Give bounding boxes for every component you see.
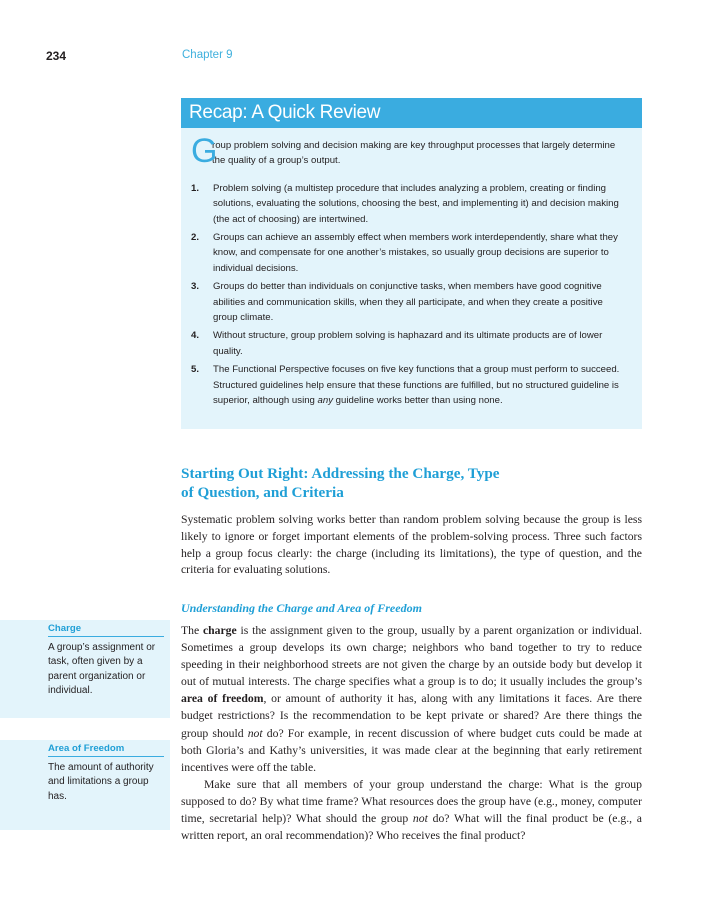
recap-item-number: 2. [191,232,200,244]
recap-item-text-part: guideline works better than using none. [333,395,503,407]
text-run: is the assignment given to the group, usually by a parent organization or individual. Sometimes a group develops its own charge; neighbors who band together to try to reduce speeding in their neighborhood streets are not given the charge by an outside body but develop it out of mutual interests. The charge specifies what a group is to do; it usually includes the group’s [181,624,643,689]
glossary-term: Charge [48,623,164,637]
recap-item [191,362,630,408]
recap-item [191,230,630,276]
recap-list [191,181,630,409]
drop-cap: G [191,132,218,170]
recap-intro-text: roup problem solving and decision making are key throughput processes that largely determine the quality of a group’s output. [212,140,616,167]
paragraph [181,622,642,776]
glossary-term: Area of Freedom [48,743,164,757]
recap-item-number: 4. [191,330,200,342]
glossary-definition: The amount of authority and limitations a group has. [48,762,154,802]
recap-item-emphasis: any [317,395,334,407]
recap-item-text-part: The Functional Perspective focuses on five key functions that a group must perform to succeed. Structured guidelines help ensure that these functions are fulfilled, but no structured guideline is superior, although using [213,364,620,407]
recap-item [191,181,630,227]
chapter-label: Chapter 9 [182,49,233,61]
subsection-heading: Understanding the Charge and Area of Freedom [181,601,422,615]
recap-item-number: 3. [191,281,200,293]
recap-item-number: 5. [191,364,200,376]
text-run: do? For example, in recent discussion of where budget cuts could be made at both Gloria’s and Kathy’s universities, it was made clear at the beginning that early retirement incentives were off the table. [181,726,642,774]
paragraph [181,776,642,844]
glossary-box-charge [0,620,170,718]
section-body: Systematic problem solving works better than random problem solving because the group is less likely to ignore or forget important elements of the problem-solving process. Three such factors help a group focus clearly: the charge (including its limitations), the type of question, and the criteria for evaluating solutions. [181,513,642,577]
text-run: The [181,624,203,637]
key-term-charge: charge [202,624,237,637]
text-run: , or amount of authority it has, along with any limitations it faces. Are there budget restrictions? Is the recommendation to be kept private or shared? Are there things the group should [181,692,642,740]
recap-item [191,328,630,359]
emphasis: not [412,812,428,826]
text-run: Make sure that all members of your group understand the charge: What is the group supposed to do? By what time frame? What resources does the group have (e.g., money, computer time, secretarial help)? What should the group [181,777,642,826]
recap-box [181,98,642,429]
recap-intro [191,132,626,170]
recap-item [191,279,630,325]
section-heading: Starting Out Right: Addressing the Charge, Type of Question, and Criteria [181,465,500,501]
recap-item-text [213,362,630,408]
recap-item-text: Groups do better than individuals on conjunctive tasks, when members have good cognitive abilities and communication skills, when they all participate, and when they create a positive group climate. [213,281,603,324]
recap-item-text: Without structure, group problem solving is haphazard and its ultimate products are of lower quality. [213,330,603,357]
main-text [181,622,642,844]
text-run: do? What will the final product be (e.g., a written report, an oral recommendation)? Who receives the final product? [181,812,642,843]
recap-item-text: Groups can achieve an assembly effect when members work interdependently, share what they know, and compensate for one another’s mistakes, so usually group decisions are superior to individual decisions. [213,232,618,274]
recap-title: Recap: A Quick Review [181,98,642,128]
page-number: 234 [46,49,67,63]
recap-item-number: 1. [191,182,200,194]
recap-item-text: Problem solving (a multistep procedure that includes analyzing a problem, creating or finding solutions, evaluating the solutions, choosing the best, and implementing it) and decision making (the act of choosing) are intertwined. [213,182,619,225]
glossary-box-area-of-freedom [0,740,170,830]
emphasis: not [247,726,263,740]
key-term-area-of-freedom: area of freedom [181,692,264,706]
glossary-definition: A group’s assignment or task, often given by a parent organization or individual. [48,642,156,697]
